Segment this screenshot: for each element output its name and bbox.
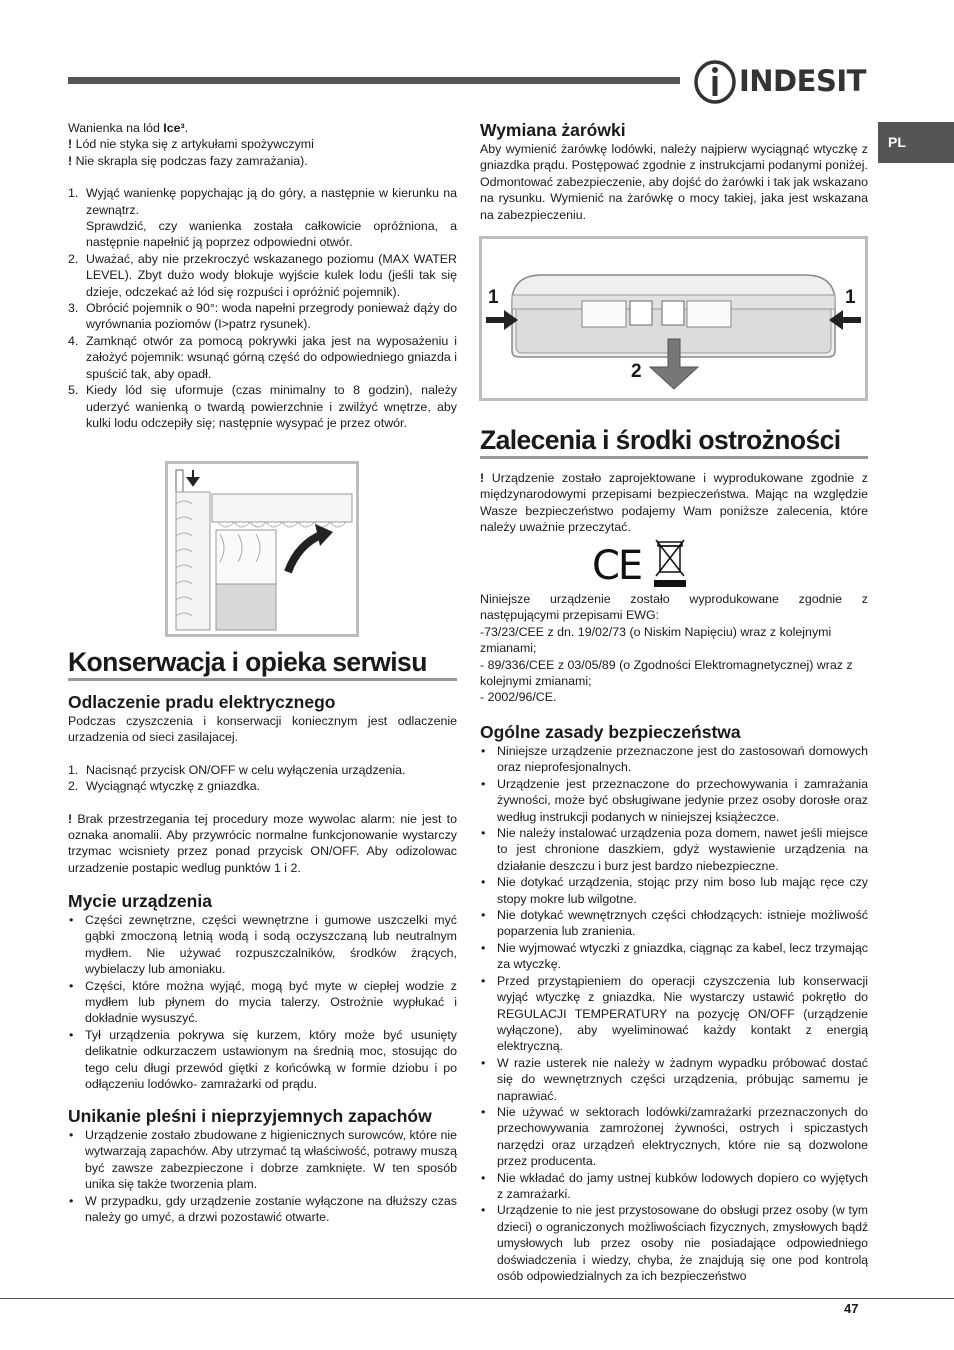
mold-heading: Unikanie pleśni i nieprzyjemnych zapachów (68, 1106, 432, 1126)
power-disconnect-steps (68, 762, 457, 795)
general-safety-item: • Nie używać w sektorach lodówki/zamrażarki przeznaczonych do przechowywania zamrożonej żywności, ostrych i spiczastych narzędzi oraz urządzeń elektrycznych, które nie są dozwolone przez producenta. (480, 1104, 868, 1170)
power-disconnect-warning: ! Brak przestrzegania tej procedury moze wywolac alarm: nie jest to oznaka anomalii. Aby przywrócic normalne funkcjonowanie wystarczy trzymac wcisniety przez ponad przycisk ON/OFF. Aby odizolowac urzadzenie postapic wedlug punktów 1 i 2. (68, 811, 457, 875)
safety-section (480, 424, 868, 459)
bulb-cover-illustration (482, 239, 865, 398)
cleaning-item: • Części zewnętrzne, części wewnętrzne i gumowe uszczelki myć gąbki zmoczoną letnią wodą i sodą oczyszczaną lub neutralnym mydłem. Nie używać rozpuszczalników, środków żrących, wybielaczy lub amoniaku. (68, 912, 457, 978)
general-safety-item: • Nie dotykać urządzenia, stojąc przy nim boso lub mając ręce czy stopy mokre lub wilgotne. (480, 874, 868, 907)
language-tab-label: PL (888, 134, 906, 150)
maintenance-title: Konserwacja i opieka serwisu (68, 646, 457, 681)
ice-tray-illustration (168, 464, 356, 634)
general-safety-item: • Urządzenie to nie jest przystosowane do obsługi przez osoby (w tym dzieci) o ograniczonych możliwościach fizycznych, zmysłowych bądź umysłowych lub przez osoby nie posiadające odpowiedniego doświadczenia i wiedzy, chyba, że znajdują się one pod kontrolą osób odpowiedzialnych za ich bezpieczeństwo (480, 1202, 868, 1284)
ice-tray-figure (165, 461, 359, 637)
bulb-section (480, 120, 868, 223)
ice-tray-warning-1: ! Lód nie styka się z artykułami spożywczymi (68, 137, 314, 152)
ewg-line: -73/23/CEE z dn. 19/02/73 (o Niskim Napięciu) wraz z kolejnymi zmianami; (480, 624, 832, 656)
power-disconnect-step: 1. Nacisnąć przycisk ON/OFF w celu wyłączenia urządzenia. (68, 762, 406, 777)
power-disconnect-text: Podczas czyszczenia i konserwacji koniecznym jest odlaczenie urzadzenia od sieci zasilajacej. (68, 714, 457, 745)
ewg-text: Niniejsze urządzenie zostało wyprodukowane zgodnie z następującymi przepisami EWG: (480, 592, 868, 623)
mold-item: • W przypadku, gdy urządzenie zostanie wyłączone na dłuższy czas należy go umyć, a drzwi pozostawić otwarte. (68, 1193, 457, 1226)
general-safety-item: • Nie dotykać wewnętrznych części chłodzących: istnieje możliwość poparzenia lub zranienia. (480, 907, 868, 940)
power-disconnect-section (68, 692, 457, 876)
power-disconnect-step: 2. Wyciągnąć wtyczkę z gniazdka. (68, 779, 261, 794)
ice-tray-section (68, 120, 457, 431)
general-safety-item: • Nie należy instalować urządzenia poza domem, nawet jeśli miejsce to jest chronione daszkiem, gdyż wystawienie urządzenia na działanie deszczu i burz jest bardzo niebezpieczne. (480, 825, 868, 874)
general-safety-heading: Ogólne zasady bezpieczeństwa (480, 722, 741, 742)
cleaning-list (68, 912, 457, 1092)
ice-tray-step: 5. Kiedy lód się uformuje (czas minimalny to 8 godzin), należy uderzyć wanienką o twardą powierzchnie i zwilżyć wnętrze, aby kulki lodu odczepiły się; następnie wysypać je przez otwór. (68, 383, 457, 430)
ce-mark-text: CE (592, 543, 642, 589)
power-disconnect-heading: Odlaczenie pradu elektrycznego (68, 692, 336, 712)
ewg-line: - 89/336/CEE z 03/05/89 (o Zgodności Elektromagnetycznej) wraz z kolejnymi zmianami; (480, 657, 853, 689)
page-number: 47 (844, 1301, 859, 1316)
mold-list (68, 1127, 457, 1225)
language-tab (878, 122, 954, 163)
bulb-figure (479, 236, 868, 401)
brand-wordmark: INDESIT (739, 64, 866, 98)
ice-tray-step: 4. Zamknąć otwór za pomocą pokrywki jaka jest na wyposażeniu i założyć pojemnik: wsunąć górną część do odpowiedniego gniazda i spuścić tak, aby opadł. (68, 333, 457, 381)
ice-tray-step: 2. Uważać, aby nie przekroczyć wskazanego poziomu (MAX WATER LEVEL). Zbyt dużo wody blokuje wyjście kulek lodu (jeśli tak się dzieje, odczekać aż lód się rozpuści i opróżnić pojemnik). (68, 251, 457, 299)
safety-intro-text: ! Urządzenie zostało zaprojektowane i wyprodukowane zgodnie z międzynarodowymi przepisami bezpieczeństwa. Mając na względzie Wasze bezpieczeństwo podajemy Wam poniższe zalecenia, które należy uważnie przeczytać. (480, 471, 868, 535)
mold-section (68, 1106, 457, 1225)
weee-bin-icon (652, 536, 688, 588)
bulb-label-right: 1 (845, 287, 856, 308)
general-safety-section (480, 722, 868, 1284)
cleaning-heading: Mycie urządzenia (68, 891, 212, 911)
general-safety-item: • Nie wkładać do jamy ustnej kubków lodowych dopiero co wyjętych z zamrażarki. (480, 1170, 868, 1203)
ice-tray-line: Wanienka na lód Ice³. (68, 121, 189, 135)
footer-rule (0, 1298, 954, 1299)
bulb-heading: Wymiana żarówki (480, 120, 626, 140)
cleaning-item: • Tył urządzenia pokrywa się kurzem, który może być usunięty delikatnie odkurzaczem ustawionym na średnią moc, stosując do tego celu długi przewód giętki z końcówką w formie dziobu i po odłączeniu lodówko- zamrażarki od prądu. (68, 1027, 457, 1093)
general-safety-item: • Urządzenie jest przeznaczone do przechowywania i zamrażania żywności, może być obsługiwane jedynie przez osoby dorosłe oraz według instrukcji podanych w niniejszej książeczce. (480, 776, 868, 825)
ewg-section (480, 591, 868, 706)
ewg-line: - 2002/96/CE. (480, 690, 557, 705)
general-safety-item: • Nie wyjmować wtyczki z gniazdka, ciągnąc za kabel, lecz trzymając za wtyczkę. (480, 940, 868, 973)
bulb-label-left: 1 (488, 287, 499, 308)
crossed-bin-icon (652, 536, 688, 588)
bulb-label-bottom: 2 (631, 361, 642, 382)
maintenance-section (68, 646, 457, 681)
general-safety-list (480, 743, 868, 1284)
safety-title: Zalecenia i środki ostrożności (480, 424, 868, 459)
indesit-logo (693, 58, 871, 104)
general-safety-item: • Przed przystąpieniem do operacji czyszczenia lub konserwacji wyjąć wtyczkę z gniazdka. Nie wystarczy ustawić pokrętło do REGULACJI TEMPERATURY na pozycję ON/OFF (urządzenie wyłączone), aby wyeliminować każdy kontakt z energią elektryczną. (480, 973, 868, 1055)
ce-mark-icon (592, 543, 644, 589)
ice-tray-steps (68, 185, 457, 431)
ice-tray-step: 3. Obrócić pojemnik o 90°: woda napełni przegrody ponieważ dąży do wyrównania poziomów (I>patrz rysunek). (68, 301, 457, 332)
cleaning-item: • Części, które można wyjąć, mogą być myte w ciepłej wodzie z mydłem lub płynem do mycia talerzy. Ostrożnie wypłukać i dokładnie wysuszyć. (68, 978, 457, 1027)
safety-intro (480, 470, 868, 536)
general-safety-item: • W razie usterek nie należy w żadnym wypadku próbować dostać się do wewnętrznych części urządzenia, próbując samemu je naprawiać. (480, 1055, 868, 1104)
cleaning-section (68, 891, 457, 1092)
mold-item: • Urządzenie zostało zbudowane z higienicznych surowców, które nie wytwarzają zapachów. Aby utrzymać tą właściwość, potrawy muszą być zawsze zabezpieczone i dobrze zamknięte. W ten sposób unika się także tworzenia plam. (68, 1127, 457, 1193)
ice-tray-step: 1. Wyjąć wanienkę popychając ją do góry, a następnie w kierunku na zewnątrz. Sprawdzić, czy wanienka została całkowicie opróżniona, a następnie napełnić ją poprzez odpowiedni otwór. (68, 186, 457, 250)
header-rule (68, 77, 680, 84)
ice-tray-warning-2: ! Nie skrapla się podczas fazy zamrażania). (68, 153, 308, 168)
bulb-text: Aby wymienić żarówkę lodówki, należy najpierw wyciągnąć wtyczkę z gniazdka prądu. Postępować zgodnie z instrukcjami podanymi poniżej. Odmontować zabezpieczenie, aby dojść do żarówki i tak jak wskazano na rysunku. Wymienić na żarówkę o mocy takiej, jaka jest wskazana na zabezpieczeniu. (480, 142, 868, 222)
general-safety-item: • Niniejsze urządzenie przeznaczone jest do zastosowań domowych oraz nieprofesjonalnych. (480, 743, 868, 776)
